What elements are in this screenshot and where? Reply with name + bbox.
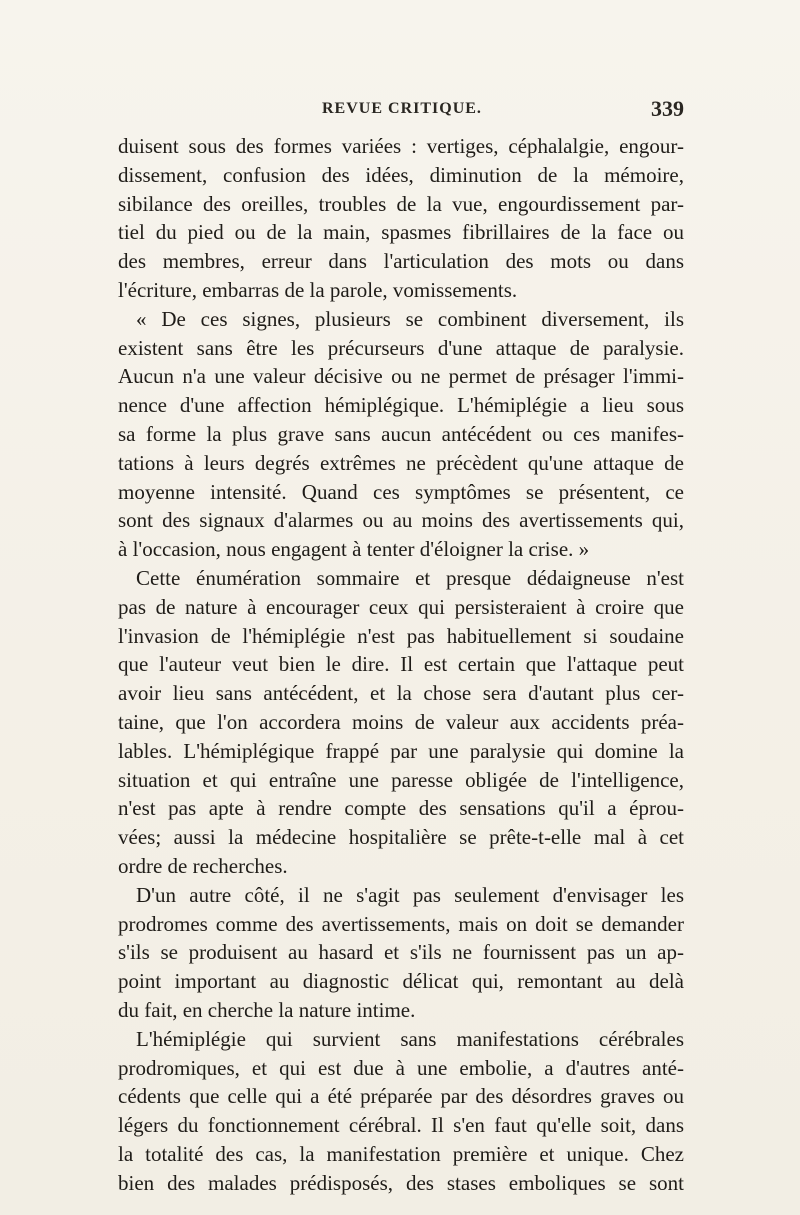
text-line: à l'occasion, nous engagent à tenter d'éloigner la crise. » [118, 537, 590, 562]
text-line: avoir lieu sans antécédent, et la chose sera d'autant plus cer- [118, 681, 684, 706]
text-line: tiel du pied ou de la main, spasmes fibrillaires de la face ou [118, 220, 684, 245]
text-line: que l'auteur veut bien le dire. Il est certain que l'attaque peut [118, 652, 684, 677]
text-line: situation et qui entraîne une paresse obligée de l'intelligence, [118, 767, 684, 792]
text-line: la totalité des cas, la manifestation première et unique. Chez [118, 1141, 684, 1166]
text-line: sibilance des oreilles, troubles de la vue, engourdissement par- [118, 191, 684, 216]
text-line: taine, que l'on accordera moins de valeur aux accidents préa- [118, 709, 684, 734]
page-number: 339 [651, 96, 684, 121]
text-line: ordre de recherches. [118, 853, 288, 878]
body-text [118, 132, 684, 1197]
text-line: du fait, en cherche la nature intime. [118, 997, 416, 1022]
text-line: cédents que celle qui a été préparée par des désordres graves ou [118, 1084, 684, 1109]
text-line: Aucun n'a une valeur décisive ou ne permet de présager l'immi- [118, 364, 684, 389]
text-line: vées; aussi la médecine hospitalière se prête-t-elle mal à cet [118, 825, 684, 850]
text-line: bien des malades prédisposés, des stases emboliques se sont [118, 1170, 684, 1195]
text-line: n'est pas apte à rendre compte des sensations qu'il a éprou- [118, 796, 684, 821]
text-line: dissement, confusion des idées, diminution de la mémoire, [118, 162, 684, 187]
running-title: REVUE CRITIQUE. [322, 100, 482, 117]
text-line: s'ils se produisent au hasard et s'ils ne fournissent pas un ap- [118, 940, 684, 965]
text-line: lables. L'hémiplégique frappé par une paralysie qui domine la [118, 738, 684, 763]
text-line: l'invasion de l'hémiplégie n'est pas habituellement si soudaine [118, 623, 684, 648]
text-line: duisent sous des formes variées : vertiges, céphalalgie, engour- [118, 134, 684, 158]
text-line: nence d'une affection hémiplégique. L'hémiplégie a lieu sous [118, 393, 684, 418]
text-line: légers du fonctionnement cérébral. Il s'en faut qu'elle soit, dans [118, 1113, 684, 1138]
text-line: « De ces signes, plusieurs se combinent diversement, ils [136, 306, 684, 331]
text-line: l'écriture, embarras de la parole, vomissements. [118, 277, 518, 302]
text-line: pas de nature à encourager ceux qui persisteraient à croire que [118, 594, 684, 619]
text-line: prodromiques, et qui est due à une embolie, a d'autres anté- [118, 1055, 684, 1080]
text-line: sa forme la plus grave sans aucun antécédent ou ces manifes- [118, 421, 684, 446]
text-line: L'hémiplégie qui survient sans manifestations cérébrales [136, 1026, 684, 1051]
text-line: prodromes comme des avertissements, mais on doit se demander [118, 911, 684, 936]
text-line: sont des signaux d'alarmes ou au moins des avertissements qui, [118, 508, 684, 533]
page-header [118, 96, 684, 130]
text-line: tations à leurs degrés extrêmes ne précèdent qu'une attaque de [118, 450, 684, 475]
text-line: D'un autre côté, il ne s'agit pas seulement d'envisager les [136, 882, 684, 907]
text-line: Cette énumération sommaire et presque dédaigneuse n'est [136, 565, 684, 590]
text-line: moyenne intensité. Quand ces symptômes se présentent, ce [118, 479, 684, 504]
text-line: existent sans être les précurseurs d'une attaque de paralysie. [118, 335, 684, 360]
text-line: point important au diagnostic délicat qui, remontant au delà [118, 969, 684, 994]
text-line: des membres, erreur dans l'articulation des mots ou dans [118, 249, 684, 274]
